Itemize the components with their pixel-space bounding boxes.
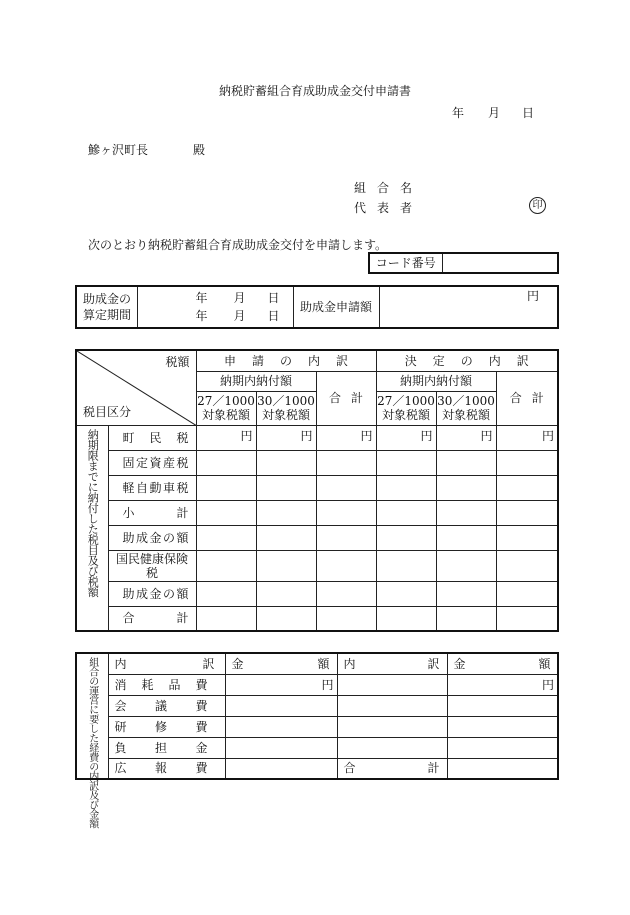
tax-amount-cell[interactable]	[196, 450, 256, 475]
tax-amount-cell[interactable]	[436, 550, 496, 581]
addressee-name: 鰺ヶ沢町長	[88, 143, 149, 157]
tax-row	[76, 525, 558, 550]
tax-amount-cell[interactable]: 円	[436, 425, 496, 450]
expense-item-label-text: 広 報 費	[114, 761, 208, 776]
tax-row-label-line2: 税	[145, 565, 158, 580]
expense-item-label-2[interactable]	[337, 674, 447, 695]
tax-row-label	[108, 606, 196, 631]
tax-amount-cell[interactable]	[316, 450, 376, 475]
date-day-label: 日	[522, 106, 535, 120]
date-year-label: 年	[452, 106, 465, 120]
expense-item-label-2[interactable]	[337, 695, 447, 716]
expense-amount-cell-2[interactable]	[447, 695, 558, 716]
tax-amount-cell[interactable]: 円	[316, 425, 376, 450]
tax-row-label-text: 助 成 金 の 額	[122, 530, 189, 545]
tax-amount-cell[interactable]: 円	[376, 425, 436, 450]
tax-row-label-text: 町 民 税	[122, 430, 189, 445]
tax-amount-cell[interactable]	[196, 581, 256, 606]
application-rate30-line2: 対象税額	[261, 408, 310, 422]
expense-item-label-2[interactable]	[337, 737, 447, 758]
tax-amount-cell[interactable]	[316, 606, 376, 631]
corner-tax-amount-label: 税額	[165, 355, 190, 369]
expense-item-label-text: 研 修 費	[114, 719, 208, 734]
tax-amount-cell[interactable]	[376, 500, 436, 525]
application-within-period-header: 納期内納付額	[196, 371, 316, 391]
tax-amount-cell[interactable]: 円	[196, 425, 256, 450]
tax-amount-cell[interactable]: 円	[256, 425, 316, 450]
union-name-text: 組 合 名	[354, 181, 412, 195]
expense-item-label-2	[337, 758, 447, 779]
expense-amount-header-2	[447, 653, 558, 674]
tax-amount-cell[interactable]	[316, 550, 376, 581]
tax-amount-cell[interactable]	[376, 606, 436, 631]
period-start-date	[138, 289, 293, 307]
period-end-month: 月	[233, 309, 246, 323]
expense-item-label-2[interactable]	[337, 716, 447, 737]
intro-sentence: 次のとおり納税貯蓄組合育成助成金交付を申請します。	[88, 238, 388, 252]
tax-amount-cell[interactable]	[376, 450, 436, 475]
period-label	[76, 286, 137, 328]
tax-amount-cell[interactable]	[436, 525, 496, 550]
expense-row	[76, 737, 558, 758]
expense-item-label-text: 消 耗 品 費	[114, 677, 208, 692]
application-rate30-header	[256, 391, 316, 425]
tax-amount-cell[interactable]	[256, 475, 316, 500]
expense-vertical-label	[76, 653, 108, 828]
application-rate27-header	[196, 391, 256, 425]
tax-amount-cell[interactable]	[376, 525, 436, 550]
tax-amount-cell[interactable]	[256, 450, 316, 475]
expense-total-label: 合 計	[343, 761, 440, 776]
period-end-year: 年	[195, 309, 208, 323]
tax-row	[76, 450, 558, 475]
tax-amount-cell[interactable]	[436, 581, 496, 606]
tax-amount-cell[interactable]	[256, 500, 316, 525]
amount-yen-unit: 円	[526, 289, 539, 303]
union-name-label	[354, 179, 412, 196]
tax-row-label	[108, 500, 196, 525]
tax-row	[76, 550, 558, 581]
expense-amount-cell[interactable]	[225, 737, 337, 758]
period-dates[interactable]	[137, 286, 293, 328]
tax-row	[76, 581, 558, 606]
expense-item-header-2-text: 内 訳	[343, 656, 440, 671]
tax-amount-cell[interactable]	[196, 606, 256, 631]
tax-row	[76, 500, 558, 525]
expense-amount-cell-2[interactable]	[447, 716, 558, 737]
expense-vertical-text: 組合の運営に要した経費の内訳及び金額	[86, 657, 98, 828]
date-month-label: 月	[488, 106, 501, 120]
expense-row	[76, 674, 558, 695]
period-end-date	[138, 307, 293, 325]
expense-table	[75, 652, 559, 828]
tax-amount-cell[interactable]	[436, 475, 496, 500]
decision-rate27-line1: 27／1000	[377, 394, 435, 408]
tax-row-label-text: 軽 自 動 車 税	[122, 480, 189, 495]
tax-row	[76, 425, 558, 450]
period-label-line1: 助成金の	[83, 292, 132, 306]
addressee-honorific: 殿	[193, 143, 206, 157]
period-start-day: 日	[267, 291, 280, 305]
tax-amount-cell[interactable]	[196, 550, 256, 581]
period-start-month: 月	[233, 291, 246, 305]
expense-amount-header-2-text: 金 額	[453, 656, 551, 671]
tax-row	[76, 606, 558, 631]
expense-item-header-text: 内 訳	[114, 656, 215, 671]
period-end-day: 日	[267, 309, 280, 323]
corner-tax-category-label: 税目区分	[83, 404, 132, 419]
decision-rate27-header	[376, 391, 436, 425]
tax-amount-cell[interactable]	[316, 500, 376, 525]
decision-within-period-header: 納期内納付額	[376, 371, 496, 391]
tax-amount-cell[interactable]	[376, 581, 436, 606]
application-total-header: 合 計	[316, 371, 376, 425]
expense-amount-cell[interactable]: 円	[225, 674, 337, 695]
expense-item-header-2	[337, 653, 447, 674]
tax-amount-cell[interactable]	[496, 450, 558, 475]
expense-item-label	[108, 674, 225, 695]
tax-table-corner	[76, 350, 196, 425]
decision-rate27-line2: 対象税額	[382, 408, 431, 422]
expense-amount-cell[interactable]	[225, 716, 337, 737]
expense-item-label	[108, 695, 225, 716]
expense-amount-cell-2[interactable]	[447, 737, 558, 758]
tax-amount-cell[interactable]	[436, 606, 496, 631]
tax-amount-cell[interactable]	[496, 475, 558, 500]
tax-amount-cell[interactable]: 円	[496, 425, 558, 450]
tax-amount-cell[interactable]	[496, 606, 558, 631]
application-header: 申 請 の 内 訳	[196, 350, 376, 371]
period-start-year: 年	[195, 291, 208, 305]
expense-amount-cell-2[interactable]: 円	[447, 674, 558, 695]
code-number-label: コード番号	[369, 253, 442, 273]
expense-row	[76, 695, 558, 716]
decision-rate30-header	[436, 391, 496, 425]
tax-row	[76, 475, 558, 500]
expense-header-row	[76, 653, 558, 674]
tax-amount-cell[interactable]	[496, 550, 558, 581]
application-rate30-line1: 30／1000	[257, 394, 315, 408]
code-number-field[interactable]	[442, 253, 558, 273]
tax-row-label	[108, 475, 196, 500]
tax-amount-cell[interactable]	[196, 525, 256, 550]
tax-table	[75, 349, 559, 632]
expense-row	[76, 758, 558, 779]
expense-item-label	[108, 716, 225, 737]
expense-item-label	[108, 737, 225, 758]
tax-row-label-text: 合 計	[122, 611, 189, 626]
tax-amount-cell[interactable]	[316, 475, 376, 500]
expense-item-label	[108, 758, 225, 779]
expense-amount-cell[interactable]	[225, 695, 337, 716]
form-title: 納税貯蓄組合育成助成金交付申請書	[218, 84, 411, 98]
tax-row-label	[108, 581, 196, 606]
tax-row-label-text: 小 計	[122, 505, 189, 520]
tax-row-label	[108, 425, 196, 450]
tax-amount-cell[interactable]	[496, 581, 558, 606]
tax-amount-cell[interactable]	[376, 475, 436, 500]
tax-row-label-text: 固 定 資 産 税	[122, 455, 189, 470]
tax-amount-cell[interactable]	[256, 606, 316, 631]
tax-row-label-line1: 国民健康保険	[115, 551, 188, 566]
representative-text: 代 表 者	[354, 201, 412, 215]
tax-amount-cell[interactable]	[316, 525, 376, 550]
tax-amount-cell[interactable]	[256, 550, 316, 581]
tax-row-label	[108, 525, 196, 550]
expense-row	[76, 716, 558, 737]
expense-amount-cell-2[interactable]	[447, 758, 558, 779]
expense-amount-cell[interactable]	[225, 758, 337, 779]
decision-total-header: 合 計	[496, 371, 558, 425]
tax-amount-cell[interactable]	[196, 475, 256, 500]
tax-row-label	[108, 450, 196, 475]
tax-amount-cell[interactable]	[436, 450, 496, 475]
tax-amount-cell[interactable]	[256, 525, 316, 550]
tax-rows-vertical-label	[76, 425, 108, 631]
tax-row-label	[108, 550, 196, 581]
decision-header: 決 定 の 内 訳	[376, 350, 558, 371]
expense-amount-header-text: 金 額	[231, 656, 330, 671]
expense-item-header	[108, 653, 225, 674]
period-table	[75, 285, 559, 329]
period-label-line2: 算定期間	[83, 308, 132, 322]
tax-rows-vertical-text: 納期限までに納付した税目及び税額	[86, 428, 100, 597]
expense-item-label-text: 会 議 費	[114, 698, 208, 713]
tax-amount-cell[interactable]	[496, 500, 558, 525]
amount-applied-label: 助成金申請額	[293, 286, 379, 328]
expense-item-label-text: 負 担 金	[114, 740, 208, 755]
decision-rate30-line1: 30／1000	[437, 394, 495, 408]
tax-amount-cell[interactable]	[256, 581, 316, 606]
application-rate27-line2: 対象税額	[201, 408, 250, 422]
tax-amount-cell[interactable]	[496, 525, 558, 550]
tax-amount-cell[interactable]	[376, 550, 436, 581]
tax-row-label-text: 助 成 金 の 額	[122, 586, 189, 601]
tax-amount-cell[interactable]	[316, 581, 376, 606]
representative-label	[354, 199, 412, 216]
amount-applied-field[interactable]	[379, 286, 558, 328]
tax-amount-cell[interactable]	[196, 500, 256, 525]
tax-amount-cell[interactable]	[436, 500, 496, 525]
expense-amount-header	[225, 653, 337, 674]
code-number-box	[368, 252, 559, 274]
application-rate27-line1: 27／1000	[197, 394, 255, 408]
seal-mark: 印	[529, 197, 546, 214]
decision-rate30-line2: 対象税額	[442, 408, 491, 422]
